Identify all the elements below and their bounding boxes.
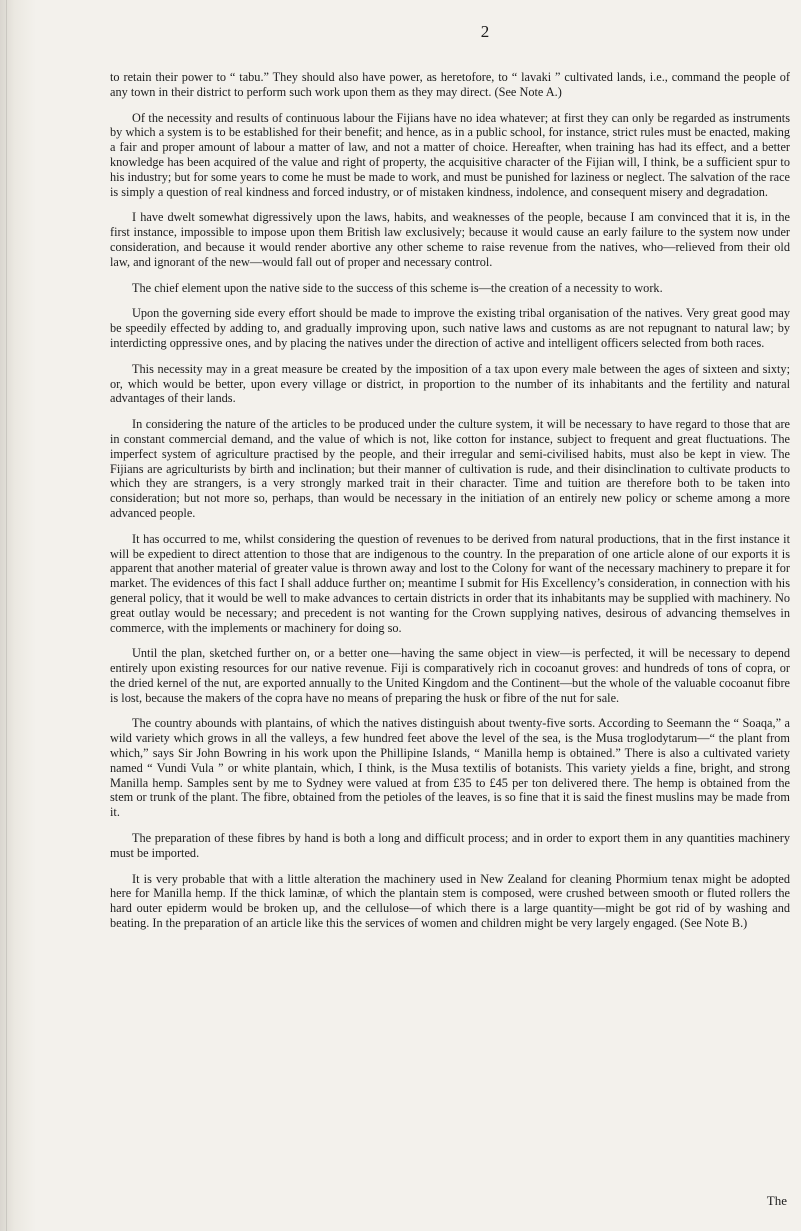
- paragraph-3: I have dwelt somewhat digressively upon the laws, habits, and weaknesses of the people, because I am convinced that it is, in the first instance, impossible to impose upon them British law exclusively; because it would cause an early failure to the system now under consideration, and because it would render abortive any other scheme to raise revenue from the natives, who—relieved from their old law, and ignorant of the new—would fall out of proper and necessary control.: [110, 210, 790, 269]
- catchword: The: [766, 1193, 787, 1208]
- paragraph-12: It is very probable that with a little alteration the machinery used in New Zealand for cleaning Phormium tenax might be adopted here for Manilla hemp. If the thick laminæ, of which the plantain stem is composed, were crushed between smooth or fluted rollers the hard outer epiderm would be broken up, and the cellulose—of which there is a large quantity—might be got rid of by washing and beating. In the preparation of an article like this the services of women and children might be very largely engaged. (See Note B.): [110, 871, 790, 931]
- page-number: 2: [480, 22, 490, 41]
- paragraph-10: The country abounds with plantains, of which the natives distinguish about twenty-five sorts. According to Seemann the “ Soaqa,” a wild variety which grows in all the valleys, a few hundred feet above the level of the sea, is the Musa troglodytarum—“ the plant from which,” says Sir John Bowring in his work upon the Phillipine Islands, “ Manilla hemp is obtained.” There is also a cultivated variety named “ Vundi Vula ” or white plantain, which, I think, is the Musa textilis of botanists. This variety yields a fine, bright, and strong Manilla hemp. Samples sent by me to Sydney were valued at from £35 to £45 per ton delivered there. The hemp is obtained from the stem or trunk of the plant. The fibre, obtained from the petioles of the leaves, is so fine that it is said the finest muslins may be made from it.: [110, 716, 790, 820]
- scanned-page-edge: [0, 0, 36, 1231]
- paragraph-7: In considering the nature of the articles to be produced under the culture system, it will be necessary to have regard to those that are in constant commercial demand, and the value of which is not, like cotton for instance, subject to frequent and great fluctuations. The imperfect system of agriculture practised by the people, and their irregular and semi-civilised habits, must also be kept in view. The Fijians are agriculturists by birth and inclination; but their manner of cultivation is rude, and their disinclination to cultivate products to which they are strangers, is a very strongly marked trait in their character. Time and tuition are therefore both to be taken into consideration; but not more so, perhaps, than would be necessary in the initiation of an entirely new policy or scheme among a more advanced people.: [110, 417, 790, 520]
- paragraph-9: Until the plan, sketched further on, or a better one—having the same object in view—is perfected, it will be necessary to depend entirely upon existing resources for our native revenue. Fiji is comparatively rich in cocoanut groves: and hundreds of tons of copra, or the dried kernel of the nut, are exported annually to the United Kingdom and the Continent—but the whole of the valuable cocoanut fibre is lost, because the makers of the copra have no means of preparing the husk or fibre of the nut for sale.: [110, 646, 790, 705]
- paragraph-4: The chief element upon the native side to the success of this scheme is—the creation of a necessity to work.: [132, 280, 663, 295]
- paragraph-6: This necessity may in a great measure be created by the imposition of a tax upon every male between the ages of sixteen and sixty; or, which would be better, upon every village or district, in proportion to the number of its inhabitants and the fertility and natural advantages of their lands.: [110, 361, 790, 406]
- paragraph-11: The preparation of these fibres by hand is both a long and difficult process; and in order to export them in any quantities machinery must be imported.: [110, 831, 790, 860]
- paragraph-8: It has occurred to me, whilst considering the question of revenues to be derived from natural productions, that in the first instance it will be expedient to direct attention to those that are indigenous to the country. In the preparation of one article alone of our exports it is apparent that another material of greater value is thrown away and lost to the Colony for want of the necessary machinery to prepare it for market. The evidences of this fact I shall adduce further on; meantime I submit for His Excellency’s consideration, in connection with his general policy, that it would be well to make advances to certain districts in order that its inhabitants may be supplied with machinery. No great outlay would be necessary; and precedent is not wanting for the Crown supplying natives, desirous of advancing themselves in commerce, with the implements or machinery for doing so.: [110, 531, 790, 635]
- paragraph-2: Of the necessity and results of continuous labour the Fijians have no idea whatever; at first they can only be regarded as instruments by which a system is to be established for their benefit; and hence, as in a public school, for instance, strict rules must be enacted, making a fair and proper amount of labour a matter of law, and not a matter of choice. Hereafter, when training has had its effect, and a better knowledge has been acquired of the value and right of property, the acquisitive character of the Fijian will, I think, be a sufficient spur to his industry; but for some years to come he must be made to work, and must be punished for laziness or neglect. The salvation of the race is simply a question of real kindness and forced industry, or of mistaken kindness, indolence, and consequent misery and degradation.: [110, 110, 790, 199]
- paragraph-1: to retain their power to “ tabu.” They should also have power, as heretofore, to “ lavaki ” cultivated lands, i.e., command the people of any town in their district to perform such work upon them as they may direct. (See Note A.): [110, 70, 790, 99]
- document-page: [110, 22, 790, 942]
- paragraph-5: Upon the governing side every effort should be made to improve the existing tribal organisation of the natives. Very great good may be speedily effected by adding to, and gradually improving upon, such native laws and customs as are not repugnant to natural law; by interdicting oppressive ones, and by placing the natives under the direction of active and intelligent officers selected from both races.: [110, 306, 790, 350]
